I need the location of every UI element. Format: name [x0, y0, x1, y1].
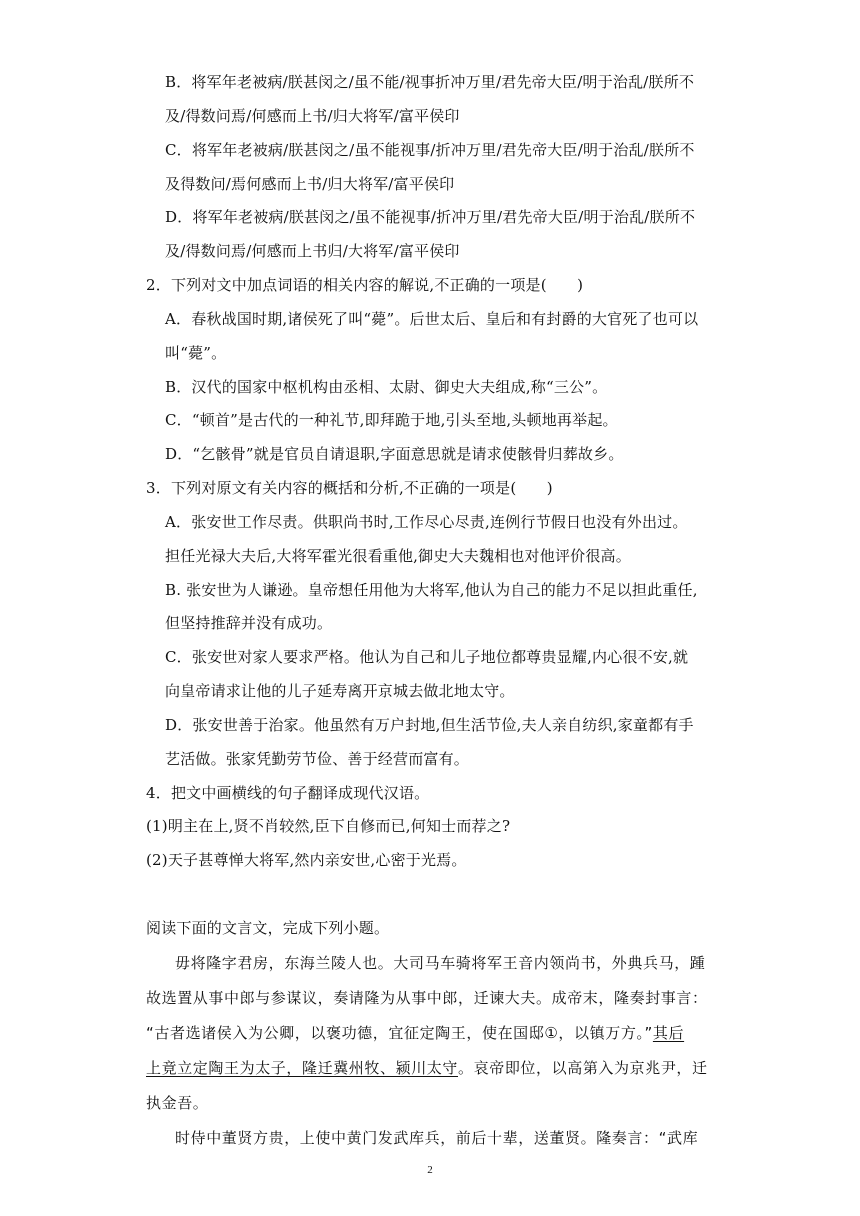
underlined-sentence-start: 其后 — [652, 1024, 685, 1042]
q1-option-c-line1: C．将军年老被病/朕甚闵之/虽不能视事/折冲万里/君先帝大臣/明于治乱/朕所不 — [165, 141, 695, 159]
q4-stem: 4．把文中画横线的句子翻译成现代汉语。 — [146, 784, 430, 802]
q1-option-c-line2: 及得数问/焉何感而上书/归大将军/富平侯印 — [165, 175, 455, 193]
q1-option-d-line2: 及/得数问焉/何感而上书归/大将军/富平侯印 — [165, 242, 460, 260]
q3-option-b-line1: B. 张安世为人谦逊。皇帝想任用他为大将军,他认为自己的能力不足以担此重任, — [165, 581, 698, 599]
passage-intro: 阅读下面的文言文，完成下列小题。 — [146, 919, 390, 937]
underlined-sentence-end: 上竟立定陶王为太子，隆迁冀州牧、颍川太守 — [146, 1059, 459, 1077]
q2-option-c: C．“顿首”是古代的一种礼节,即拜跪于地,引头至地,头顿地再举起。 — [165, 411, 618, 429]
passage-p2-line1: 时侍中董贤方贵，上使中黄门发武库兵，前后十辈，送董贤。隆奏言：“武库 — [175, 1129, 699, 1147]
q2-option-a-line2: 叫“薨”。 — [165, 344, 227, 362]
q2-option-d: D．“乞骸骨”就是官员自请退职,字面意思就是请求使骸骨归葬故乡。 — [165, 445, 624, 463]
q3-option-d-line1: D．张安世善于治家。他虽然有万户封地,但生活节俭,夫人亲自纺织,家童都有手 — [165, 716, 694, 734]
q4-sentence-1: (1)明主在上,贤不肖较然,臣下自修而已,何知士而荐之? — [146, 817, 511, 835]
q1-option-b-line2: 及/得数问焉/何感而上书/归大将军/富平侯印 — [165, 107, 460, 125]
q3-option-c-line2: 向皇帝请求让他的儿子延寿离开京城去做北地太守。 — [165, 682, 515, 700]
q1-option-b-line1: B．将军年老被病/朕甚闵之/虽不能/视事折冲万里/君先帝大臣/明于治乱/朕所不 — [165, 73, 695, 91]
q3-option-b-line2: 但坚持推辞并没有成功。 — [165, 614, 333, 632]
q3-stem: 3．下列对原文有关内容的概括和分析,不正确的一项是( ) — [146, 479, 553, 497]
q1-option-d-line1: D．将军年老被病/朕甚闵之/虽不能视事/折冲万里/君先帝大臣/明于治乱/朕所不 — [165, 208, 696, 226]
passage-p1-line2: 故选置从事中郎与参谋议，奏请隆为从事中郎，迁谏大夫。成帝末，隆奏封事言： — [146, 989, 708, 1007]
q3-option-a-line1: A．张安世工作尽责。供职尚书时,工作尽心尽责,连例行节假日也没有外出过。 — [165, 513, 688, 531]
q3-option-a-line2: 担任光禄大夫后,大将军霍光很看重他,御史大夫魏相也对他评价很高。 — [165, 547, 631, 565]
q2-option-b: B．汉代的国家中枢机构由丞相、太尉、御史大夫组成,称“三公”。 — [165, 378, 608, 396]
passage-p1-line1: 毋将隆字君房，东海兰陵人也。大司马车骑将军王音内领尚书，外典兵马，踵 — [175, 954, 706, 972]
q3-option-c-line1: C．张安世对家人要求严格。他认为自己和儿子地位都尊贵显耀,内心很不安,就 — [165, 648, 689, 666]
q3-option-d-line2: 艺活做。张家凭勤劳节俭、善于经营而富有。 — [165, 750, 470, 768]
page-number: 2 — [427, 1164, 433, 1176]
q2-option-a-line1: A．春秋战国时期,诸侯死了叫“薨”。后世太后、皇后和有封爵的大官死了也可以 — [165, 310, 699, 328]
passage-quote: “古者选诸侯入为公卿，以褒功德，宜征定陶王，使在国邸①，以镇万方。” — [146, 1024, 653, 1042]
q2-stem: 2．下列对文中加点词语的相关内容的解说,不正确的一项是( ) — [146, 276, 584, 294]
q4-sentence-2: (2)天子甚尊惮大将军,然内亲安世,心密于光焉。 — [146, 851, 467, 869]
passage-p1-line4 — [146, 1058, 708, 1078]
passage-text: 。哀帝即位，以高第入为京兆尹，迁 — [458, 1059, 708, 1077]
passage-p1-line5: 执金吾。 — [146, 1094, 209, 1112]
passage-p1-line3 — [146, 1023, 684, 1043]
